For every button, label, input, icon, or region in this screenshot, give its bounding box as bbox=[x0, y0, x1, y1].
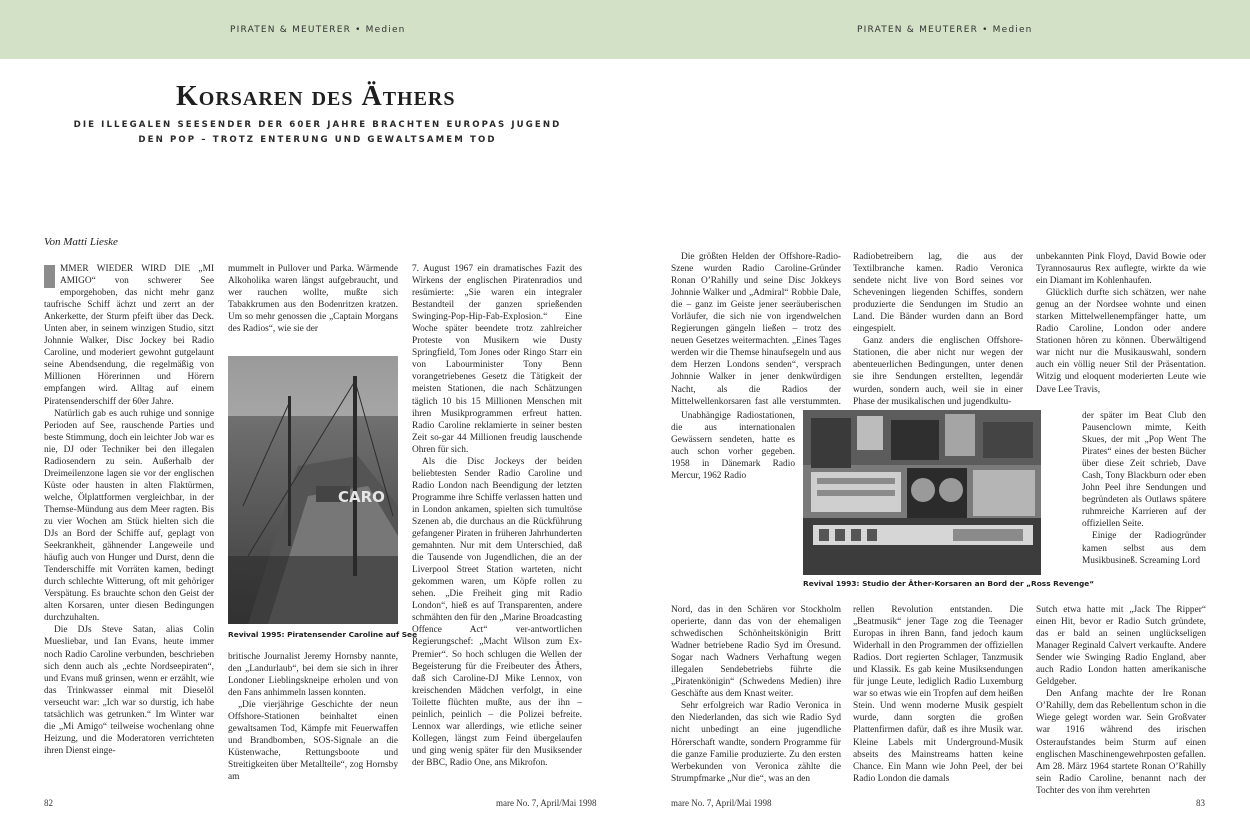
paragraph: britische Journalist Jeremy Hornsby nannte, den „Landurlaub“, bei dem sie sich in ihrer Londoner Lieblingskneipe erholen und von den Fans anhimmeln lassen konnten. bbox=[228, 652, 398, 699]
left-column-3 bbox=[412, 263, 582, 796]
article-subtitle-line1: DIE ILLEGALEN SEESENDER DER 60ER JAHRE BRACHTEN EUROPAS JUGEND bbox=[73, 120, 562, 130]
header-band bbox=[0, 0, 1250, 59]
rubric-label: Medien bbox=[992, 25, 1033, 35]
paragraph: „Die vierjährige Geschichte der neun Offshore-Stationen beinhaltet einen gewaltsamen Tod, Kämpfe mit Feuerwaffen und Brandbomben, SOS-Signale an die Küstenwache, Rettungsboote und Streitigkeiten über Metallteile“, zog Hornsby am bbox=[228, 700, 398, 783]
paragraph: Natürlich gab es auch ruhige und sonnige Perioden auf See, rauschende Parties und beste Stimmung, doch ein leichter Job war es nie, DJ oder Techniker bei den illegalen Radiosendern zu sein. Außerhalb der Dreimeilenzone lagen sie vor der englischen Küste oder hausten in alten Flaktürmen, welche, Ölplattformen vergleichbar, in der Themse-Mündung aus dem Meer ragten. Bis zu vier Wochen am Stück hielten sich die DJs an Bord der Schiffe auf, geplagt von Seekrankheit, gähnender Langeweile und häufig auch von Hunger und Durst, denn die Tenderschiffe mit Vorräten kamen, bedingt durch schlechte Witterung, oft mit gehöriger Verspätung. Es brauchte schon den Geist der alten Korsaren, unter diesen Bedingungen durchzuhalten. bbox=[44, 408, 214, 624]
right-column-3-bottom bbox=[1036, 604, 1206, 796]
ship-photo-image bbox=[228, 356, 398, 624]
paragraph: Sehr erfolgreich war Radio Veronica in den Niederlanden, das sich wie Radio Syd nicht unbedingt an eine jugendliche Hörerschaft wandte, sondern Programme für die ganze Familie produzierte. Zu den ersten Werbekunden von Veronica zählte die Strumpfmarke „Nur die“, was an den bbox=[671, 701, 841, 784]
magazine-issue-left: mare No. 7, April/Mai 1998 bbox=[496, 798, 597, 808]
paragraph: Sutch etwa hatte mit „Jack The Ripper“ einen Hit, bevor er Radio Sutch gründete, das er bald an seinen unglückseligen Manager Reginald Calvert verkaufte. Andere Sender wie Swinging Radio England, aber auch Radio London hatten amerikanische Geldgeber. bbox=[1036, 605, 1206, 688]
right-column-1-top bbox=[671, 251, 841, 407]
paragraph: Glücklich durfte sich schätzen, wer nahe genug an der Nordsee wohnte und einen starken Mittelwellenempfänger hatte, um Radio Caroline, London oder andere Stationen hören zu können. Überwältigend war nicht nur die Musikauswahl, sondern auch ein völlig neuer Stil der Präsentation. Witzig und eloquent moderierten Leute wie Dave Lee Travis, bbox=[1036, 288, 1206, 395]
paragraph: mummelt in Pullover und Parka. Wärmende Alkoholika waren längst aufgebraucht, und wer rauchen wollte, mußte sich Tabakkrumen aus den Bodenritzen kratzen. Um so mehr genossen die „Captain Morgans des Radios“, wie sie der bbox=[228, 264, 398, 335]
running-head-right bbox=[857, 25, 1033, 35]
ship-photo-caption: Revival 1995: Piratensender Caroline auf See bbox=[228, 630, 418, 639]
section-label: PIRATEN & MEUTERER bbox=[230, 25, 352, 35]
right-column-1-bottom bbox=[671, 604, 841, 796]
paragraph: Die DJs Steve Satan, alias Colin Muesliebar, und Ian Evans, heute immer noch Radio Caroline verbunden, beschrieben sich denn auch als „echte Nordseepiraten“, und Evans muß grinsen, wenn er erzählt, wie das Trinkwasser einmal mit Dieselöl verseucht war: „Ich war so durstig, ich habe tatsächlich was getrunken.“ Im Winter war die „Mi Amigo“ teilweise wochenlang ohne Heizung, und die Moderatoren verrichteten ihren Dienst einge- bbox=[44, 625, 214, 756]
paragraph: Nord, das in den Schären vor Stockholm operierte, dann das von der ehemaligen schwedischen Schönheitskönigin Britt Wadner betriebene Radio Syd im Öresund. Sogar nach Wadners Verhaftung wegen illegalen Sendebetriebs führte die „Piratenkönigin“ (Schwedens Medien) ihre Geschäfte aus dem Knast weiter. bbox=[671, 605, 841, 700]
ship-hull-lettering: CARO bbox=[338, 488, 385, 506]
paragraph: Den Anfang machte der Ire Ronan O’Rahilly, dem das Rebellentum schon in die Wiege gelegt worden war. Sein Großvater war 1916 während des irischen Osteraufstandes beim Sturm auf einen englischen Maschinengewehrposten gefallen. Am 28. März 1964 startete Ronan O’Rahilly sein Radio Caroline, benannt nach der Tochter des von ihm verehrten bbox=[1036, 689, 1206, 796]
page-number-left: 82 bbox=[44, 798, 53, 808]
paragraph: rellen Revolution entstanden. Die „Beatmusik“ jener Tage zog die Teenager Europas in ihren Bann, fand jedoch kaum Widerhall in den Programmen der offiziellen Radios. Dort regierten Schlager, Tanzmusik und Klassik. Es gab keine Musiksendungen für junge Leute, lediglich Radio Luxemburg war so etwas wie ein Tropfen auf dem heißen Stein. Und wenn moderne Musik gespielt wurde, dann sorgten die großen Plattenfirmen dafür, daß es ihre Musik war. Kleine Labels mit Underground-Musik abseits des Mainstreams hatten keine Chance. Ein Mann wie John Peel, der bei Radio London die damals bbox=[853, 605, 1023, 784]
article-title: Korsaren des Äthers bbox=[176, 81, 456, 112]
rubric-label: Medien bbox=[365, 25, 406, 35]
paragraph: Ganz anders die englischen Offshore-Stationen, die aber nicht nur wegen der abenteuerlichen Bedingungen, unter denen sie ihre Sendungen erstellten, legendär wurden, sondern auch, weil sie in einer Phase der musikalischen und jugendkultu- bbox=[853, 336, 1023, 407]
paragraph: MMER WIEDER WIRD DIE „MI AMIGO“ von schwerer See emporgehoben, das nicht mehr ganz taufrische Schiff ächzt und zerrt an der Ankerkette, der Sturm pfeift über das Deck. Unten aber, in seinem winzigen Studio, sitzt Johnnie Walker, Disc Jockey bei Radio Caroline, und moderiert gewohnt gutgelaunt seine Abendsendung, die regelmäßig von Millionen Hörerinnen und Hörern empfangen wird. Alltag auf einem Piratensenderschiff der 60er Jahre. bbox=[44, 264, 214, 407]
byline: Von Matti Lieske bbox=[44, 236, 118, 248]
paragraph: Als die Disc Jockeys der beiden beliebtesten Sender Radio Caroline und Radio London nach Beendigung der letzten Programme ihre Schiffe verlassen hatten und in London ankamen, spielten sich tumultöse Szenen ab, die durchaus an die Rückführung gefangener Piraten in früheren Jahrhunderten gemahnten. Nur mit dem Unterschied, daß die Tausende von Jugendlichen, die an der Liverpool Street Station warteten, nicht gekommen waren, um Köpfe rollen zu sehen. „Die Freiheit ging mit Radio London“, hieß es auf Transparenten, andere schmähten den für den „Marine Broadcasting Offence Act“ ver-antwortlichen Regierungschef: „Macht Wilson zum Ex-Premier“. So hoch schlugen die Wellen der Begeisterung für die Freibeuter des Äthers, daß sich Caroline-DJ Mike Lennox, von kreischenden Mädchen verfolgt, in eine Toilette flüchten mußte, aus der ihn – peinlich, peinlich – die Polizei befreite. Lennox war allerdings, wie etliche seiner Kollegen, längst zum Feind übergelaufen und ging wenig später für den Musiksender der BBC, Radio One, ans Mikrofon. bbox=[412, 456, 582, 768]
running-head-left bbox=[230, 25, 406, 35]
paragraph: 7. August 1967 ein dramatisches Fazit des Wirkens der englischen Piratenradios und resümierte: „Sie waren ein integraler Bestandteil der ganzen sprießenden Swinging-Pop-Hip-Fab-Explosion.“ Eine Woche später beendete trotz zahlreicher Proteste von Musikern wie Dusty Springfield, Tom Jones oder Ringo Starr ein von Labourminister Tony Benn vorangetriebenes Gesetz die Tätigkeit der meisten Stationen, die nach Schätzungen täglich 10 bis 15 Millionen Menschen mit ihren Musikprogrammen erfreut hatten. Radio Caroline reklamierte in seiner besten Zeit so-gar 44 Millionen freudig lauschende Ohren für sich. bbox=[412, 264, 582, 455]
drop-cap bbox=[44, 265, 55, 288]
studio-photo-image bbox=[803, 410, 1041, 575]
paragraph: Die größten Helden der Offshore-Radio-Szene wurden Radio Caroline-Gründer Ronan O’Rahilly und seine Disc Jokkeys Johnnie Walker und „Admiral“ Robbie Dale, die – ganz im Geiste jener seeräuberischen Vorläufer, die sich nie von irgendwelchen Regierungen gängeln ließen – trotz des neuen Gesetzes weitermachten. „Eines Tages werden wir die Themse hinaufsegeln und aus dem Herzen Londons senden“, versprach Johnnie Walker in jener denkwürdigen Nacht, als die Radios der Mittelwellenkorsaren fast alle verstummten. bbox=[671, 252, 841, 407]
paragraph: der später im Beat Club den Pausenclown mimte, Keith Skues, der mit „Pop Went The Pirates“ eines der besten Bücher über diese Zeit schrieb, Dave Cash, Tony Blackburn oder eben John Peel ihre Sendungen und begründeten als Outlaws spätere ruhmreiche Karrieren auf der offiziellen Seite. bbox=[1082, 411, 1206, 530]
ship-photo bbox=[228, 356, 398, 624]
left-column-1 bbox=[44, 263, 214, 796]
magazine-issue-right: mare No. 7, April/Mai 1998 bbox=[671, 798, 772, 808]
right-column-1-narrow bbox=[671, 410, 795, 604]
paragraph: Radiobetreibern lag, die aus der Textilbranche kamen. Radio Veronica sendete nicht live von Bord seines vor Scheveningen liegenden Schiffes, sondern produzierte die Sendungen im Studio an Land. Die Bänder wurden dann an Bord eingespielt. bbox=[853, 252, 1023, 335]
separator: • bbox=[982, 25, 989, 35]
studio-photo bbox=[803, 410, 1041, 575]
right-column-3-narrow bbox=[1082, 410, 1206, 604]
section-label: PIRATEN & MEUTERER bbox=[857, 25, 979, 35]
paragraph: unbekannten Pink Floyd, David Bowie oder Tyrannosaurus Rex auflegte, wirkte da wie ein Diamant im Kohlenhaufen. bbox=[1036, 252, 1206, 287]
left-column-2-bottom bbox=[228, 651, 398, 796]
right-column-2-top bbox=[853, 251, 1023, 407]
right-column-2-bottom bbox=[853, 604, 1023, 796]
paragraph: Einige der Radiogründer kamen selbst aus dem Musikbusineß. Screaming Lord bbox=[1082, 531, 1206, 566]
separator: • bbox=[355, 25, 362, 35]
page-number-right: 83 bbox=[1196, 798, 1205, 808]
paragraph: Unabhängige Radiostationen, die aus internationalen Gewässern sendeten, hatte es auch schon vorher gegeben. 1958 in Dänemark Radio Mercur, 1962 Radio bbox=[671, 411, 795, 482]
right-column-3-top bbox=[1036, 251, 1206, 407]
left-column-2-top bbox=[228, 263, 398, 351]
studio-photo-caption: Revival 1993: Studio der Äther-Korsaren an Bord der „Ross Revenge“ bbox=[803, 579, 1095, 588]
article-subtitle-line2: DEN POP – TROTZ ENTERUNG UND GEWALTSAMEM TOD bbox=[138, 135, 497, 145]
